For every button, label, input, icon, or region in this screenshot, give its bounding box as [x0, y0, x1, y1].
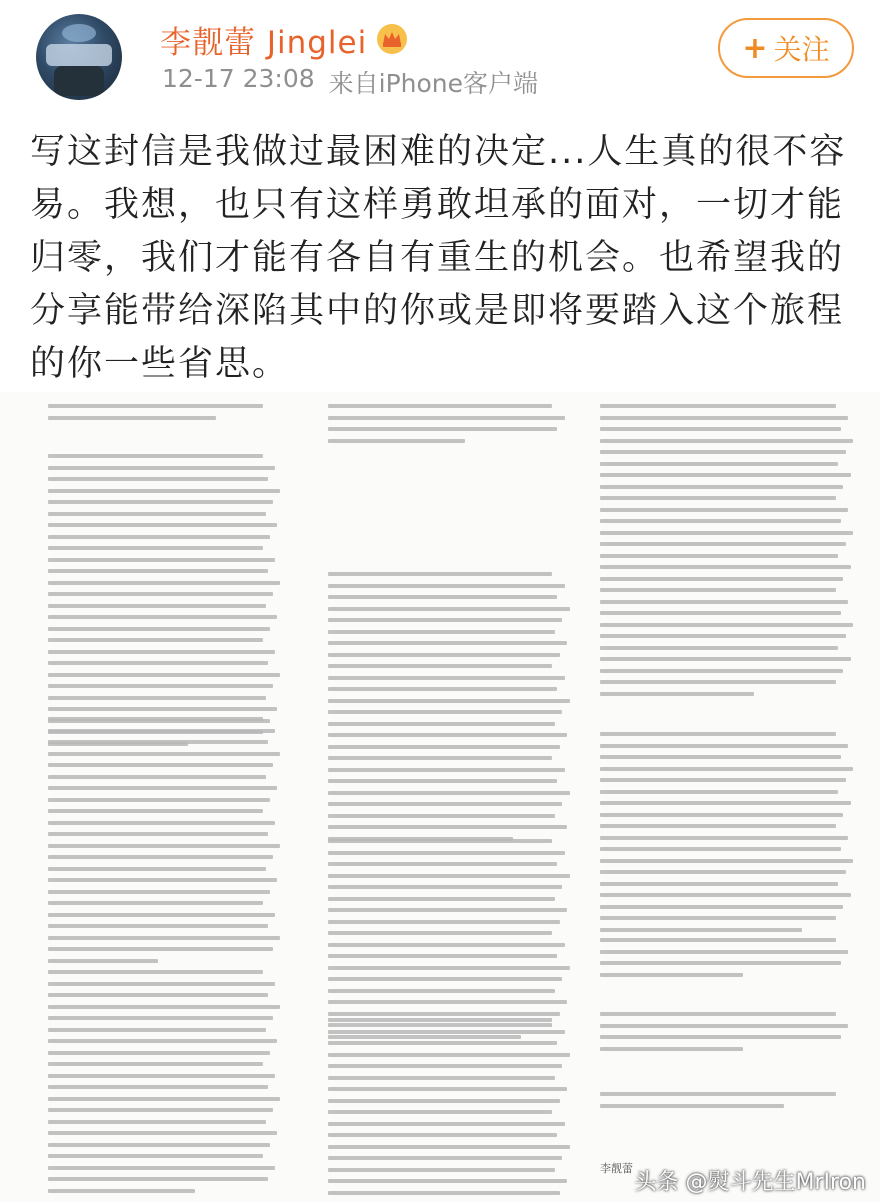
letter-line — [48, 1166, 275, 1170]
letter-line — [328, 931, 552, 935]
letter-line — [600, 485, 843, 489]
letter-line — [328, 874, 570, 878]
letter-line — [48, 717, 263, 721]
letter-line — [328, 1099, 560, 1103]
letter-line — [600, 669, 843, 673]
letter-line — [328, 1053, 570, 1057]
letter-line — [328, 664, 552, 668]
letter-line — [48, 592, 273, 596]
letter-line — [48, 1154, 263, 1158]
letter-line — [600, 496, 836, 500]
letter-paragraph — [48, 717, 282, 970]
letter-line — [600, 462, 838, 466]
letter-line — [600, 565, 851, 569]
letter-line — [48, 1028, 266, 1032]
letter-line — [328, 710, 562, 714]
letter-line — [48, 1074, 275, 1078]
letter-line — [600, 1035, 841, 1039]
letter-line — [48, 684, 273, 688]
letter-column-3 — [592, 392, 864, 1202]
letter-line — [600, 439, 853, 443]
letter-line — [48, 1143, 270, 1147]
letter-line — [600, 928, 802, 932]
letter-line — [48, 1016, 273, 1020]
letter-image[interactable] — [0, 392, 880, 1202]
letter-line — [600, 859, 853, 863]
letter-line — [48, 1108, 273, 1112]
letter-line — [328, 404, 552, 408]
letter-line — [600, 905, 843, 909]
letter-line — [48, 1051, 270, 1055]
post-timestamp: 12-17 23:08 — [162, 64, 315, 93]
letter-line — [600, 473, 851, 477]
letter-line — [48, 1085, 268, 1089]
letter-line — [600, 1092, 836, 1096]
letter-line — [48, 404, 263, 408]
letter-line — [600, 813, 843, 817]
letter-line — [600, 1104, 784, 1108]
letter-line — [48, 696, 266, 700]
letter-line — [328, 1191, 560, 1195]
letter-line — [48, 821, 275, 825]
letter-line — [600, 938, 836, 942]
letter-line — [328, 1030, 565, 1034]
letter-line — [600, 870, 846, 874]
letter-line — [600, 634, 846, 638]
letter-line — [328, 839, 552, 843]
letter-line — [48, 1005, 280, 1009]
vip-crown-icon — [375, 22, 409, 56]
letter-line — [48, 546, 263, 550]
letter-line — [328, 1087, 567, 1091]
letter-paragraph — [328, 404, 572, 450]
letter-line — [328, 802, 562, 806]
post-text: 写这封信是我做过最困难的决定...人生真的很不容易。我想，也只有这样勇敢坦承的面对，一切才能归零，我们才能有各自有重生的机会。也希望我的分享能带给深陷其中的你或是即将要踏入这个旅程的你一些省思。 — [30, 132, 847, 384]
letter-line — [600, 519, 841, 523]
letter-line — [600, 600, 848, 604]
letter-line — [48, 650, 275, 654]
letter-line — [328, 416, 565, 420]
letter-line — [600, 824, 836, 828]
letter-line — [48, 832, 268, 836]
letter-line — [600, 767, 853, 771]
letter-line — [48, 707, 277, 711]
letter-line — [48, 809, 263, 813]
letter-line — [328, 699, 570, 703]
letter-line — [600, 755, 841, 759]
letter-paragraph — [48, 970, 282, 1200]
letter-line — [48, 775, 266, 779]
letter-line — [328, 825, 567, 829]
letter-line — [48, 500, 273, 504]
letter-line — [600, 692, 754, 696]
letter-line — [600, 404, 836, 408]
letter-paragraph — [328, 839, 572, 1046]
letter-line — [48, 970, 263, 974]
letter-column-2 — [310, 392, 580, 1202]
letter-line — [328, 943, 565, 947]
letter-line — [48, 901, 263, 905]
letter-line — [600, 427, 841, 431]
letter-line — [48, 1120, 266, 1124]
letter-line — [328, 851, 565, 855]
letter-line — [328, 954, 557, 958]
letter-line — [600, 950, 848, 954]
letter-line — [328, 1076, 555, 1080]
letter-line — [600, 657, 851, 661]
follow-label: 关注 — [773, 33, 830, 66]
letter-line — [48, 867, 266, 871]
letter-line — [600, 790, 838, 794]
letter-paragraph — [328, 572, 572, 848]
letter-line — [48, 489, 280, 493]
letter-line — [328, 641, 567, 645]
letter-line — [328, 1064, 562, 1068]
letter-line — [328, 920, 560, 924]
letter-line — [328, 1168, 555, 1172]
letter-line — [48, 1062, 263, 1066]
letter-line — [48, 615, 277, 619]
letter-line — [328, 885, 562, 889]
letter-line — [600, 732, 836, 736]
letter-line — [48, 638, 263, 642]
letter-line — [600, 554, 838, 558]
author-row — [160, 14, 409, 64]
letter-line — [328, 745, 560, 749]
letter-line — [48, 947, 273, 951]
letter-line — [328, 1000, 567, 1004]
letter-line — [600, 680, 836, 684]
letter-line — [328, 779, 557, 783]
letter-line — [328, 439, 465, 443]
letter-line — [48, 913, 275, 917]
letter-line — [48, 1189, 195, 1193]
letter-line — [48, 1131, 277, 1135]
letter-line — [328, 897, 555, 901]
avatar[interactable] — [36, 14, 122, 100]
letter-line — [600, 847, 841, 851]
post-header — [0, 0, 880, 118]
letter-column-1 — [20, 392, 290, 1202]
letter-line — [48, 763, 273, 767]
letter-line — [48, 558, 275, 562]
letter-line — [48, 454, 263, 458]
letter-line — [328, 989, 555, 993]
letter-line — [600, 961, 841, 965]
letter-line — [328, 791, 570, 795]
letter-line — [48, 1177, 268, 1181]
letter-line — [48, 466, 275, 470]
letter-line — [328, 756, 552, 760]
letter-line — [48, 627, 270, 631]
letter-line — [600, 623, 853, 627]
letter-line — [600, 531, 853, 535]
post-source: 来自iPhone客户端 — [328, 69, 539, 98]
letter-line — [48, 993, 268, 997]
letter-line — [328, 676, 565, 680]
letter-line — [328, 1018, 552, 1022]
letter-line — [328, 977, 562, 981]
letter-line — [328, 1012, 560, 1016]
letter-line — [48, 416, 216, 420]
letter-line — [48, 1039, 277, 1043]
letter-line — [600, 588, 836, 592]
letter-line — [328, 630, 555, 634]
letter-line — [48, 604, 266, 608]
letter-line — [600, 611, 841, 615]
letter-line — [600, 542, 846, 546]
letter-line — [328, 1156, 562, 1160]
letter-line — [48, 1097, 280, 1101]
letter-line — [328, 733, 567, 737]
letter-line — [48, 936, 280, 940]
letter-line — [48, 855, 273, 859]
letter-line — [328, 966, 570, 970]
letter-line — [328, 768, 565, 772]
letter-line — [48, 924, 268, 928]
letter-line — [600, 882, 838, 886]
letter-line — [328, 1041, 557, 1045]
letter-paragraph — [600, 732, 856, 939]
letter-paragraph — [600, 1012, 856, 1058]
letter-line — [48, 729, 275, 733]
letter-line — [48, 752, 280, 756]
letter-line — [328, 814, 555, 818]
letter-line — [600, 1047, 743, 1051]
post-meta — [162, 64, 538, 100]
letter-line — [600, 450, 846, 454]
letter-line — [48, 798, 270, 802]
plus-icon: + — [742, 30, 768, 66]
letter-signature: 李靓蕾 — [600, 1162, 633, 1175]
letter-line — [600, 1024, 848, 1028]
letter-line — [48, 786, 277, 790]
letter-line — [328, 584, 565, 588]
letter-line — [48, 477, 268, 481]
letter-line — [600, 836, 848, 840]
letter-line — [48, 982, 275, 986]
letter-line — [600, 778, 846, 782]
letter-line — [48, 740, 268, 744]
follow-button[interactable] — [718, 18, 854, 78]
letter-line — [600, 1012, 836, 1016]
letter-line — [48, 673, 280, 677]
letter-paragraph — [48, 454, 282, 753]
letter-line — [600, 744, 848, 748]
letter-line — [328, 1122, 565, 1126]
letter-line — [48, 661, 268, 665]
letter-line — [48, 890, 270, 894]
letter-line — [328, 427, 557, 431]
letter-line — [48, 959, 158, 963]
letter-line — [48, 569, 268, 573]
letter-paragraph — [600, 938, 856, 984]
letter-line — [328, 572, 552, 576]
letter-paragraph — [328, 1018, 572, 1202]
letter-line — [48, 581, 280, 585]
letter-line — [600, 646, 838, 650]
letter-paragraph — [600, 404, 856, 703]
letter-paragraph — [48, 404, 282, 427]
letter-line — [328, 1145, 570, 1149]
letter-line — [48, 523, 277, 527]
letter-paragraph — [600, 1092, 856, 1115]
letter-line — [48, 878, 277, 882]
letter-line — [600, 893, 851, 897]
letter-line — [328, 687, 557, 691]
letter-line — [328, 1110, 552, 1114]
letter-line — [600, 577, 843, 581]
letter-line — [328, 722, 555, 726]
letter-line — [48, 844, 280, 848]
letter-line — [328, 1179, 567, 1183]
letter-line — [328, 908, 567, 912]
watermark: 头条 @熨斗先生MrIron — [634, 1170, 866, 1195]
letter-line — [328, 607, 570, 611]
letter-line — [600, 973, 743, 977]
letter-line — [328, 862, 557, 866]
letter-line — [328, 595, 557, 599]
author-name[interactable]: 李靓蕾 Jinglei — [160, 24, 368, 61]
letter-line — [48, 535, 270, 539]
letter-line — [600, 508, 848, 512]
letter-line — [600, 916, 836, 920]
letter-line — [600, 416, 848, 420]
letter-line — [600, 801, 851, 805]
letter-line — [328, 618, 562, 622]
letter-line — [328, 1133, 557, 1137]
letter-line — [328, 653, 560, 657]
letter-line — [48, 512, 266, 516]
